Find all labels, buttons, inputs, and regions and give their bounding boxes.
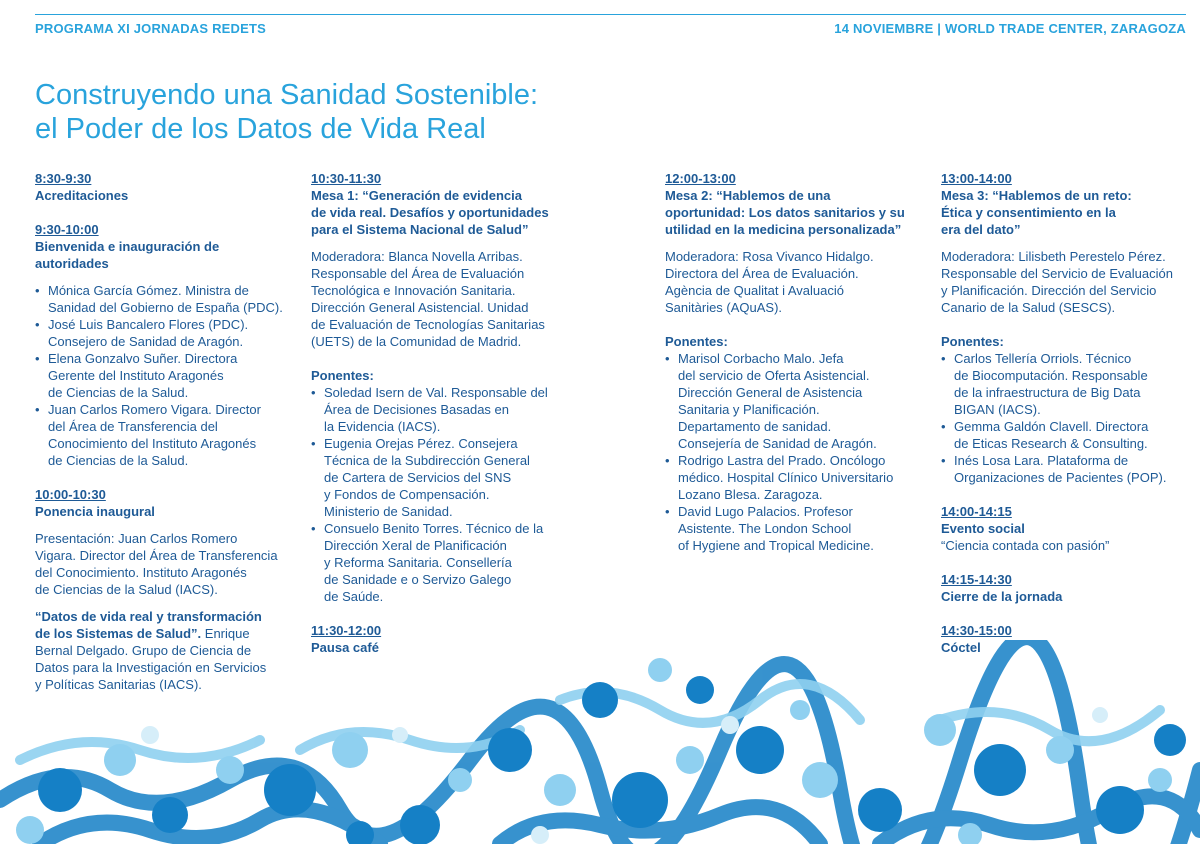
keynote-text: “Datos de vida real y transformación de los Sistemas de Salud”. Enrique Bernal Delgado. Grupo de Ciencia de Datos para la Investigación en Servicios y Políticas Sanitarias (IACS). bbox=[35, 609, 267, 692]
session-title: Mesa 2: “Hablemos de una oportunidad: Los datos sanitarios y su utilidad en la medicina personalizada” bbox=[665, 188, 905, 237]
column-3 bbox=[665, 170, 925, 554]
list-item: • David Lugo Palacios. Profesor Asistente. The London School of Hygiene and Tropical Medicine. bbox=[665, 503, 925, 554]
list-item: • José Luis Bancalero Flores (PDC). Consejero de Sanidad de Aragón. bbox=[35, 316, 295, 350]
column-1 bbox=[35, 170, 295, 693]
list-item: • Gemma Galdón Clavell. Directora de Eticas Research & Consulting. bbox=[941, 418, 1191, 452]
list-item: • Eugenia Orejas Pérez. Consejera Técnica de la Subdirección General de Cartera de Servicios del SNS y Fondos de Compensación. Ministerio de Sanidad. bbox=[311, 435, 571, 520]
list-item: • Soledad Isern de Val. Responsable del Área de Decisiones Basadas en la Evidencia (IACS). bbox=[311, 384, 571, 435]
speaker-list bbox=[941, 350, 1191, 486]
moderator-text: Moderadora: Blanca Novella Arribas. Responsable del Área de Evaluación Tecnológica e Innovación Sanitaria. Dirección General Asistencial. Unidad de Evaluación de Tecnologías Sanitarias (UETS) de la Comunidad de Madrid. bbox=[311, 249, 545, 349]
list-item: • Mónica García Gómez. Ministra de Sanidad del Gobierno de España (PDC). bbox=[35, 282, 295, 316]
list-item: • Carlos Tellería Orriols. Técnico de Biocomputación. Responsable de la infraestructura de Big Data BIGAN (IACS). bbox=[941, 350, 1191, 418]
column-2 bbox=[311, 170, 571, 656]
column-4 bbox=[941, 170, 1191, 656]
session-title: Mesa 3: “Hablemos de un reto: Ética y consentimiento en la era del dato” bbox=[941, 188, 1132, 237]
moderator-text: Moderadora: Rosa Vivanco Hidalgo. Directora del Área de Evaluación. Agència de Qualitat i Avaluació Sanitàries (AQuAS). bbox=[665, 249, 874, 315]
title-line-2: el Poder de los Datos de Vida Real bbox=[35, 113, 486, 145]
session-subtitle: “Ciencia contada con pasión” bbox=[941, 538, 1110, 553]
session-time: 11:30-12:00 bbox=[311, 623, 382, 638]
session-time: 13:00-14:00 bbox=[941, 171, 1012, 186]
header-rule bbox=[35, 14, 1186, 15]
session-title: Acreditaciones bbox=[35, 188, 129, 203]
session-time: 14:15-14:30 bbox=[941, 572, 1012, 587]
list-item: • Elena Gonzalvo Suñer. Directora Gerente del Instituto Aragonés de Ciencias de la Salud. bbox=[35, 350, 295, 401]
list-item: • Marisol Corbacho Malo. Jefa del servicio de Oferta Asistencial. Dirección General de Asistencia Sanitaria y Planificación. Departamento de sanidad. Consejería de Sanidad de Aragón. bbox=[665, 350, 925, 452]
title-line-1: Construyendo una Sanidad Sostenible: bbox=[35, 79, 539, 111]
session-title: Ponencia inaugural bbox=[35, 504, 155, 519]
speaker-list bbox=[35, 282, 295, 469]
speaker-list bbox=[665, 350, 925, 554]
session-time: 10:30-11:30 bbox=[311, 171, 382, 186]
session-time: 8:30-9:30 bbox=[35, 171, 92, 186]
session-time: 10:00-10:30 bbox=[35, 487, 106, 502]
session-title: Mesa 1: “Generación de evidencia de vida real. Desafíos y oportunidades para el Sistema Nacional de Salud” bbox=[311, 188, 549, 237]
session-title: Evento social bbox=[941, 521, 1025, 536]
session-time: 12:00-13:00 bbox=[665, 171, 736, 186]
session-title: Bienvenida e inauguración de autoridades bbox=[35, 239, 220, 271]
molecule-network-decoration bbox=[0, 640, 1200, 844]
list-item: • Juan Carlos Romero Vigara. Director del Área de Transferencia del Conocimiento del Instituto Aragonés de Ciencias de la Salud. bbox=[35, 401, 295, 469]
event-date-location: 14 NOVIEMBRE | WORLD TRADE CENTER, ZARAGOZA bbox=[834, 21, 1186, 36]
moderator-text: Moderadora: Lilisbeth Perestelo Pérez. Responsable del Servicio de Evaluación y Planificación. Dirección del Servicio Canario de la Salud (SESCS). bbox=[941, 249, 1173, 315]
speakers-label: Ponentes: bbox=[311, 368, 374, 383]
session-title: Cóctel bbox=[941, 640, 981, 655]
speaker-list bbox=[311, 384, 571, 605]
presentation-text: Presentación: Juan Carlos Romero Vigara. Director del Área de Transferencia del Conocimiento. Instituto Aragonés de Ciencias de la Salud (IACS). bbox=[35, 531, 278, 597]
session-time: 9:30-10:00 bbox=[35, 222, 99, 237]
program-label: PROGRAMA XI JORNADAS REDETS bbox=[35, 21, 266, 36]
session-title: Pausa café bbox=[311, 640, 379, 655]
page-title bbox=[35, 78, 538, 146]
speakers-label: Ponentes: bbox=[665, 334, 728, 349]
session-time: 14:30-15:00 bbox=[941, 623, 1012, 638]
list-item: • Inés Losa Lara. Plataforma de Organizaciones de Pacientes (POP). bbox=[941, 452, 1191, 486]
session-time: 14:00-14:15 bbox=[941, 504, 1012, 519]
speakers-label: Ponentes: bbox=[941, 334, 1004, 349]
session-title: Cierre de la jornada bbox=[941, 589, 1063, 604]
list-item: • Consuelo Benito Torres. Técnico de la Dirección Xeral de Planificación y Reforma Sanitaria. Consellería de Sanidade e o Servizo Galego de Saúde. bbox=[311, 520, 571, 605]
list-item: • Rodrigo Lastra del Prado. Oncólogo médico. Hospital Clínico Universitario Lozano Blesa. Zaragoza. bbox=[665, 452, 925, 503]
